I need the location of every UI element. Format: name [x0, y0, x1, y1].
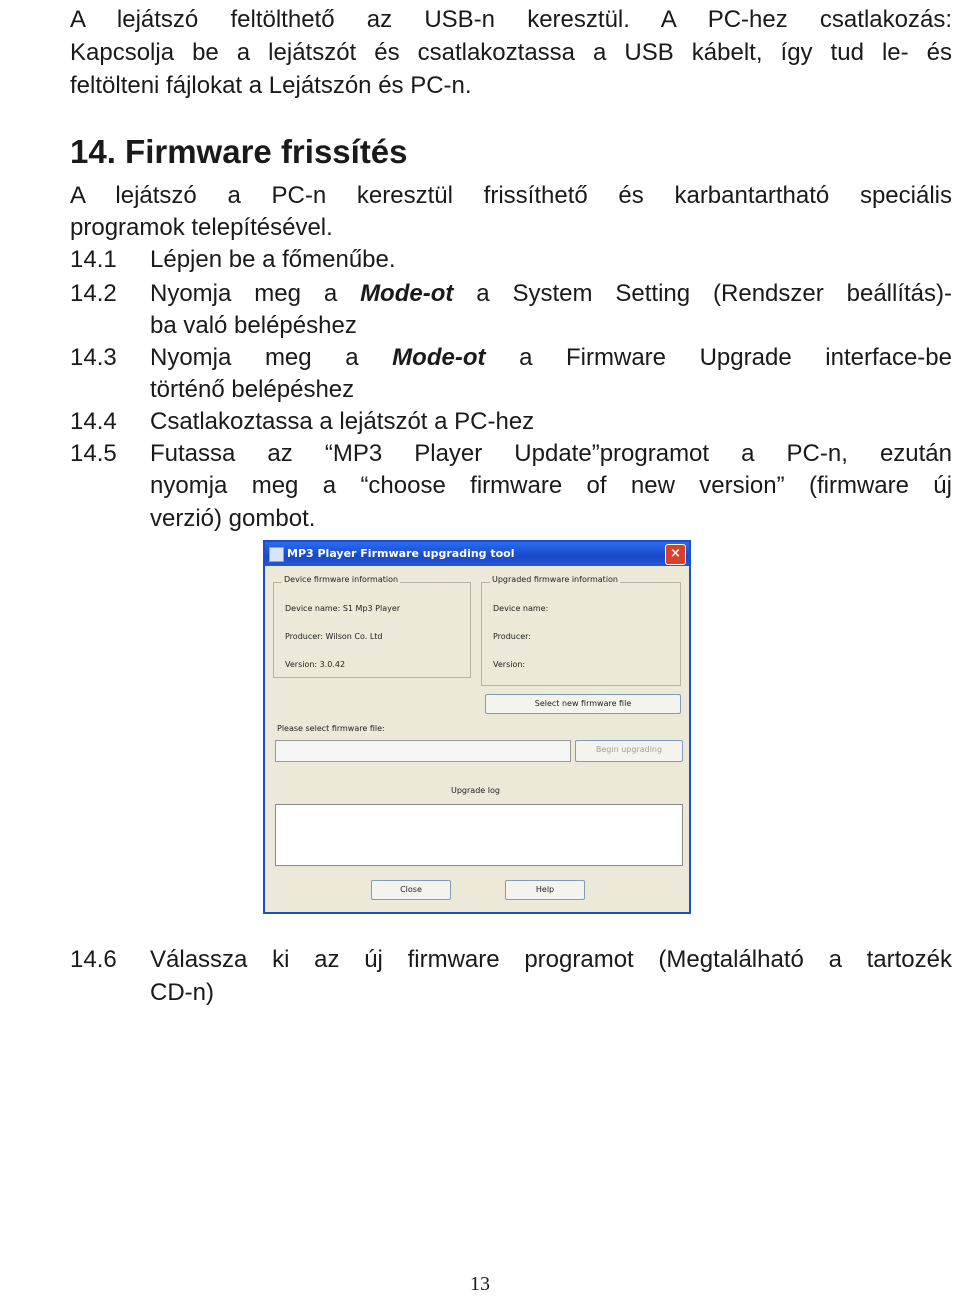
- close-icon[interactable]: ×: [665, 544, 686, 565]
- step-text-cont: ba való belépéshez: [150, 312, 357, 339]
- upgraded-device-name-label: Device name:: [493, 604, 549, 613]
- firmware-file-input[interactable]: [275, 740, 571, 762]
- step-text-cont: történő belépéshez: [150, 376, 355, 403]
- intro-line-3: feltölteni fájlokat a Lejátszón és PC-n.: [70, 72, 472, 99]
- step-text: Válassza ki az új firmware programot (Megtalálható a tartozék: [150, 946, 952, 973]
- begin-upgrading-button[interactable]: Begin upgrading: [575, 740, 683, 762]
- step-number: 14.5: [70, 440, 117, 467]
- step-text-cont: nyomja meg a “choose firmware of new version” (firmware új: [150, 472, 952, 499]
- group-legend: Device firmware information: [284, 575, 399, 584]
- section-title: 14. Firmware frissítés: [70, 133, 408, 170]
- step-text: Lépjen be a főmenűbe.: [150, 246, 396, 273]
- intro-line-1: A lejátszó feltölthető az USB-n keresztül. A PC-hez csatlakozás:: [70, 6, 952, 33]
- step-text-pre: Nyomja meg a: [150, 344, 393, 371]
- step-text-pre: Nyomja meg a: [150, 280, 361, 307]
- step-number: 14.1: [70, 246, 117, 273]
- upgrade-log-textarea[interactable]: [275, 804, 683, 866]
- upgrade-log-label: Upgrade log: [451, 786, 500, 795]
- help-button[interactable]: Help: [505, 880, 585, 900]
- upgraded-producer-label: Producer:: [493, 632, 532, 641]
- group-legend: Upgraded firmware information: [492, 575, 618, 584]
- close-button[interactable]: Close: [371, 880, 451, 900]
- step-text: [150, 342, 952, 374]
- producer-label: Producer: Wilson Co. Ltd: [285, 632, 383, 641]
- mode-keyword: Mode-ot: [392, 344, 486, 371]
- step-text-cont: verzió) gombot.: [150, 505, 316, 532]
- section-desc-2: programok telepítésével.: [70, 214, 333, 241]
- firmware-tool-dialog: [263, 540, 691, 914]
- step-number: 14.6: [70, 946, 117, 973]
- section-desc-1: A lejátszó a PC-n keresztül frissíthető és karbantartható speciális: [70, 182, 952, 209]
- step-number: 14.4: [70, 408, 117, 435]
- mode-keyword: Mode-ot: [360, 280, 454, 307]
- app-icon: [269, 547, 284, 562]
- select-firmware-label: Please select firmware file:: [277, 724, 385, 733]
- upgraded-version-label: Version:: [493, 660, 526, 669]
- device-name-label: Device name: S1 Mp3 Player: [285, 604, 401, 613]
- step-text-post: a Firmware Upgrade interface-be: [485, 344, 952, 371]
- page-number: 13: [470, 1273, 490, 1295]
- step-text: Csatlakoztassa a lejátszót a PC-hez: [150, 408, 535, 435]
- dialog-title: MP3 Player Firmware upgrading tool: [287, 547, 515, 560]
- select-firmware-button[interactable]: Select new firmware file: [485, 694, 681, 714]
- dialog-titlebar[interactable]: [265, 542, 689, 566]
- step-number: 14.3: [70, 344, 117, 371]
- step-number: 14.2: [70, 280, 117, 307]
- step-text: [150, 278, 952, 310]
- step-text-cont: CD-n): [150, 979, 214, 1006]
- step-text: Futassa az “MP3 Player Update”programot a PC-n, ezután: [150, 440, 952, 467]
- step-text-post: a System Setting (Rendszer beállítás)-: [453, 280, 952, 307]
- version-label: Version: 3.0.42: [285, 660, 346, 669]
- intro-line-2: Kapcsolja be a lejátszót és csatlakoztassa a USB kábelt, így tud le- és: [70, 39, 952, 66]
